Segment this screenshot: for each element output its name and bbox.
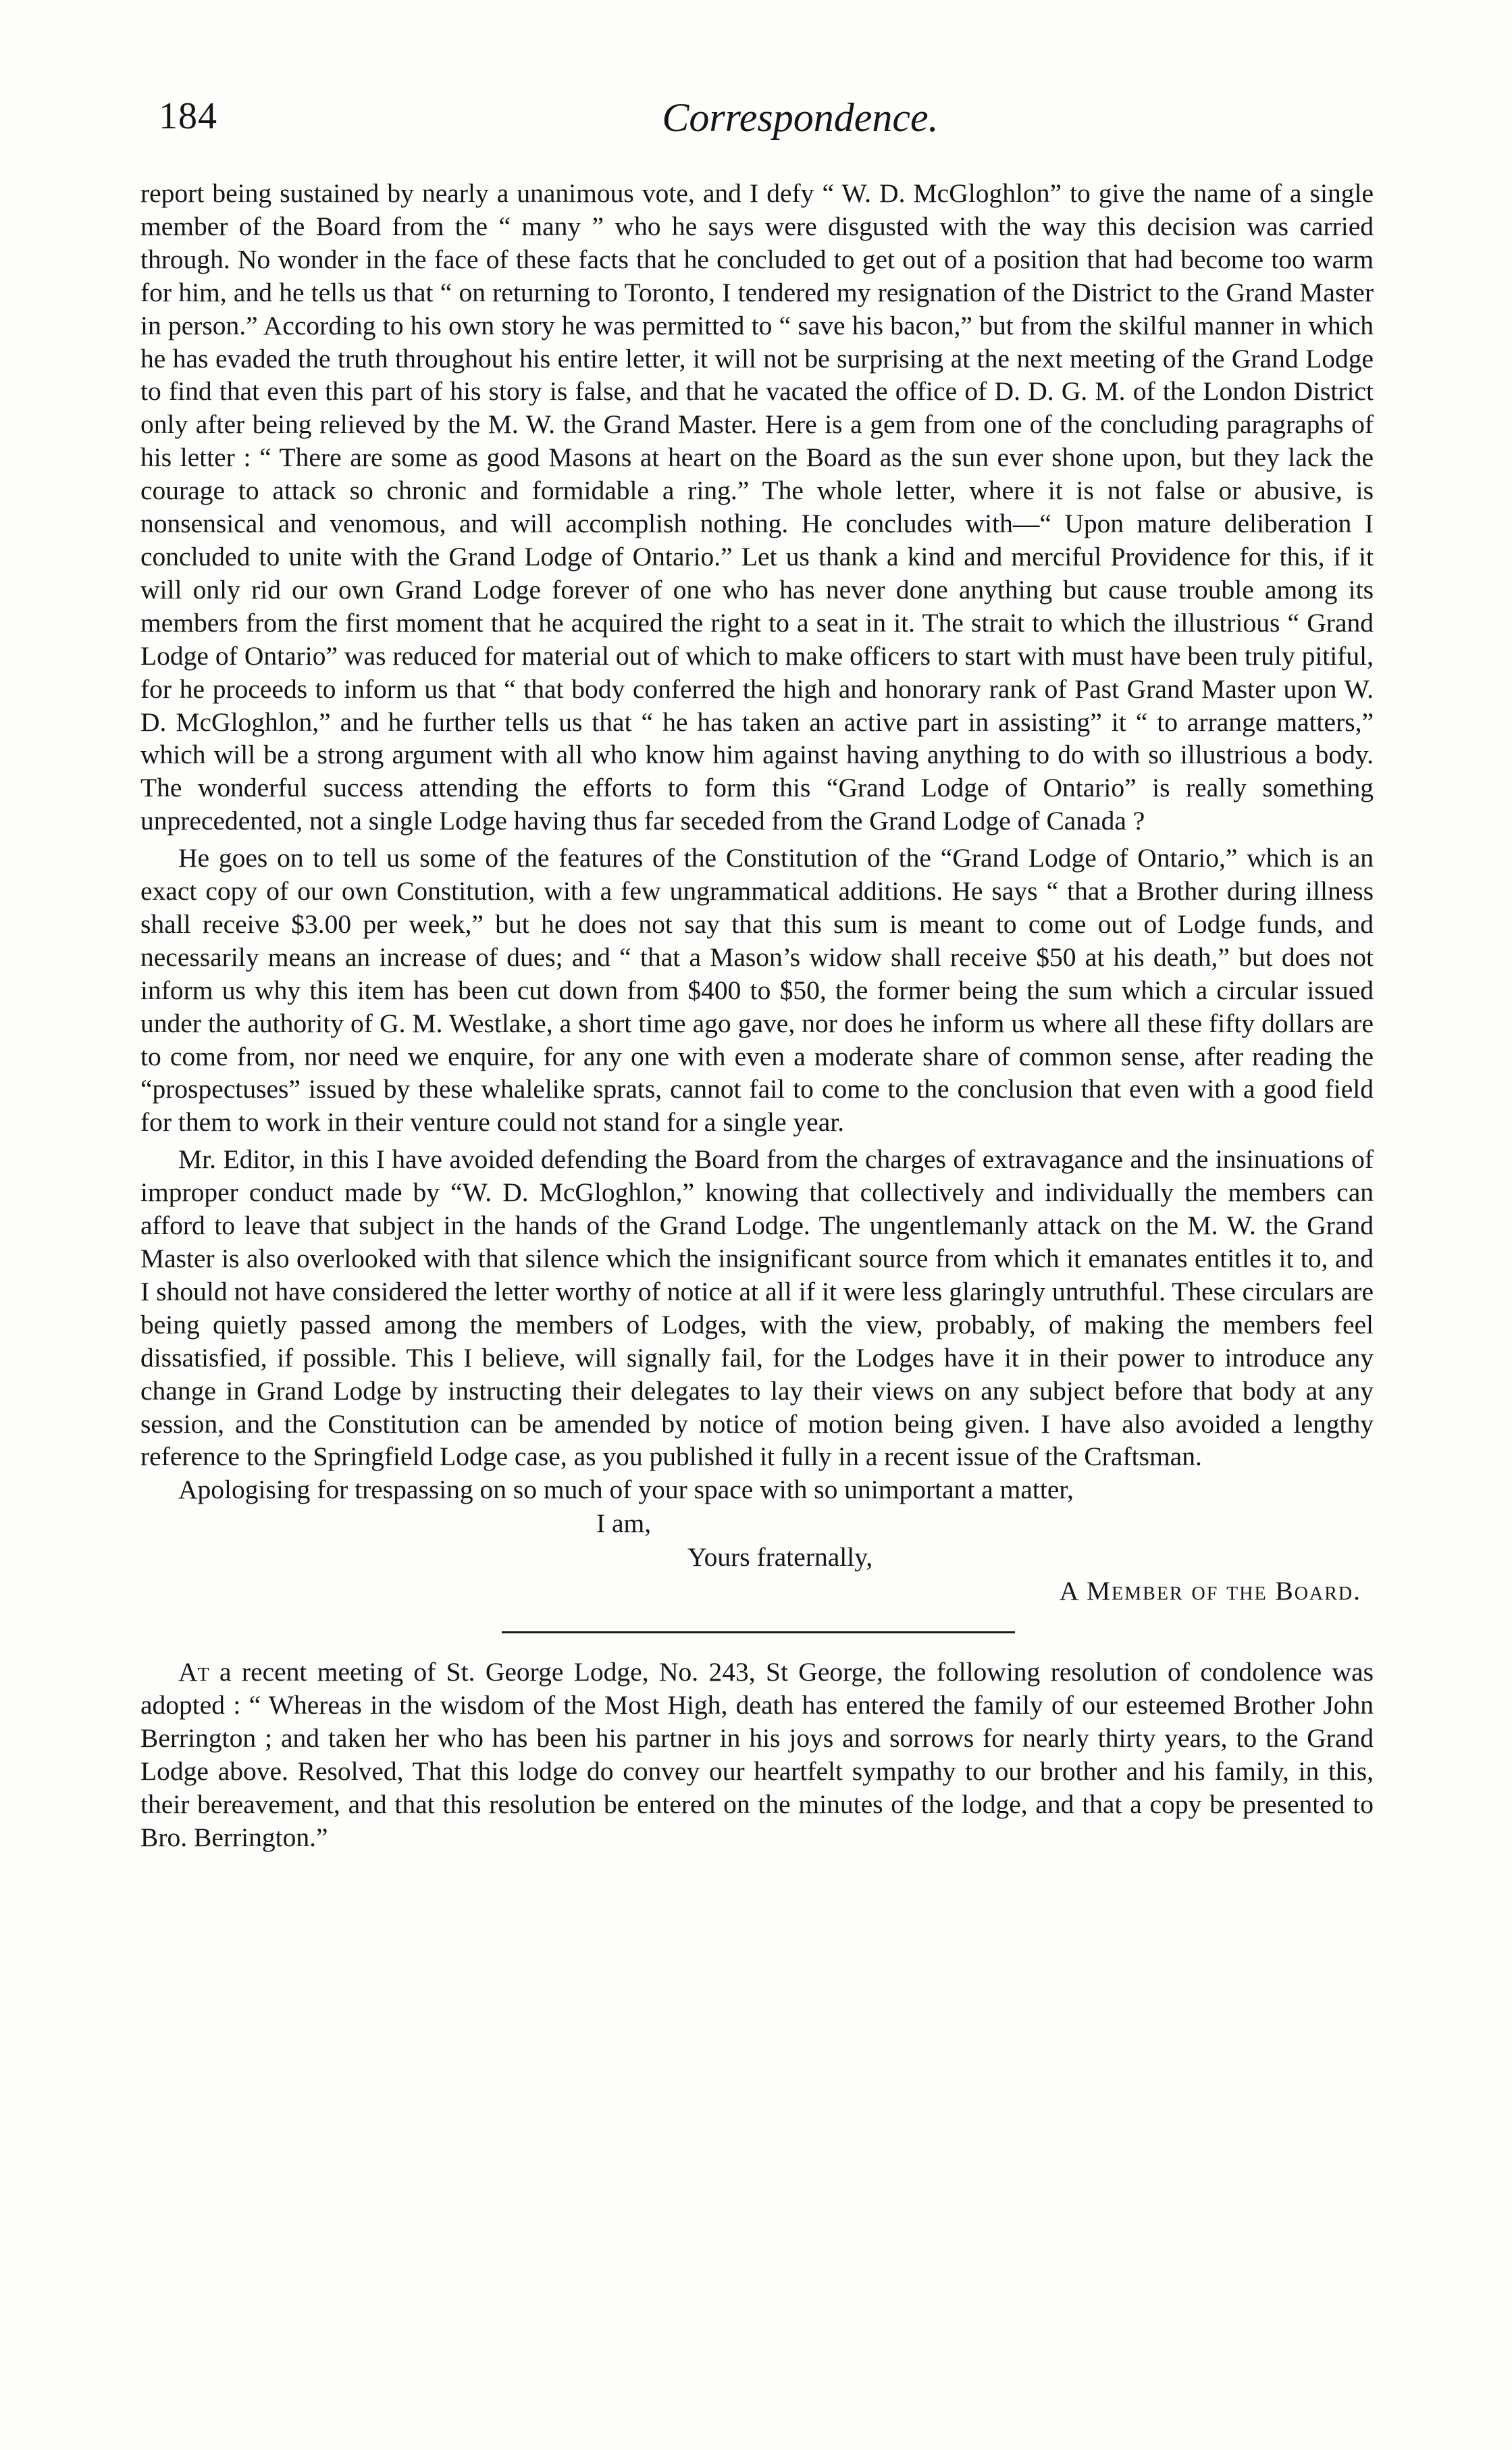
page-number: 184 [159,95,217,137]
section-title: Correspondence. [662,95,939,140]
closing-signature: A Member of the Board. [1059,1576,1361,1606]
closing-apology: Apologising for trespassing on so much of your space with so unimportant a matter, [178,1475,1074,1505]
letter-closing [140,1473,1374,1608]
letter-paragraph-2: He goes on to tell us some of the features of the Constitution of the “Grand Lodge of Ontario,” which is an exact copy of our own Constitution, with a few ungrammatical additions. He says “ that a Brother during illness shall receive $3.00 per week,” but he does not say that this sum is meant to come out of Lodge funds, and necessarily means an increase of dues; and “ that a Mason’s widow shall receive $50 at his death,” but does not inform us why this item has been cut down from $400 to $50, the former being the sum which a circular issued under the authority of G. M. Westlake, a short time ago gave, nor does he inform us where all these fifty dollars are to come from, nor need we enquire, for any one with even a moderate share of common sense, after reading the “prospectuses” issued by these whalelike sprats, cannot fail to come to the conclusion that even with a good field for them to work in their venture could not stand for a single year. [140,843,1374,1138]
closing-yours-fraternally: Yours fraternally, [687,1542,873,1573]
running-head [159,95,1354,149]
separator [140,1608,1374,1656]
letter-paragraph-3: Mr. Editor, in this I have avoided defending the Board from the charges of extravagance and the insinuations of improper conduct made by “W. D. McGloghlon,” knowing that collectively and individually the members can afford to leave that subject in the hands of the Grand Lodge. The ungentlemanly attack on the M. W. the Grand Master is also overlooked with that silence which the insignificant source from which it emanates entitles it to, and I should not have considered the letter worthy of notice at all if it were less glaringly untruthful. These circulars are being quietly passed among the members of Lodges, with the view, probably, of making the members feel dissatisfied, if possible. This I believe, will signally fail, for the Lodges have it in their power to introduce any change in Grand Lodge by instructing their delegates to lay their views on any subject before that body at any session, and the Constitution can be amended by notice of motion being given. I have also avoided a lengthy reference to the Springfield Lodge case, as you published it fully in a recent issue of the Craftsman. [140,1144,1374,1472]
lodge-note-paragraph [140,1656,1374,1854]
letter-body [140,177,1374,1854]
separator-rule [502,1631,1015,1633]
lodge-note-text: a recent meeting of St. George Lodge, No. 243, St George, the following resolution of condolence was adopted : “ Whereas in the wisdom of the Most High, death has entered the family of our esteemed Brother John Berrington ; and taken her who has been his partner in his joys and sorrows for nearly thirty years, to the Grand Lodge above. Resolved, That this lodge do convey our heartfelt sympathy to our brother and his family, in this, their bereavement, and that this resolution be entered on the minutes of the lodge, and that a copy be presented to Bro. Berrington.” [140,1657,1374,1852]
lodge-note-lead: At [178,1657,209,1687]
closing-i-am: I am, [596,1508,652,1539]
letter-paragraph-1: report being sustained by nearly a unanimous vote, and I defy “ W. D. McGloghlon” to give the name of a single member of the Board from the “ many ” who he says were disgusted with the way this decision was carried through. No wonder in the face of these facts that he concluded to get out of a position that had become too warm for him, and he tells us that “ on returning to Toronto, I tendered my resignation of the District to the Grand Master in person.” According to his own story he was permitted to “ save his bacon,” but from the skilful manner in which he has evaded the truth throughout his entire letter, it will not be surprising at the next meeting of the Grand Lodge to find that even this part of his story is false, and that he vacated the office of D. D. G. M. of the London District only after being relieved by the M. W. the Grand Master. Here is a gem from one of the concluding paragraphs of his letter : “ There are some as good Masons at heart on the Board as the sun ever shone upon, but they lack the courage to attack so chronic and formidable a ring.” The whole letter, where it is not false or abusive, is nonsensical and venomous, and will accomplish nothing. He concludes with—“ Upon mature deliberation I concluded to unite with the Grand Lodge of Ontario.” Let us thank a kind and merciful Providence for this, if it will only rid our own Grand Lodge forever of one who has never done anything but cause trouble among its members from the first moment that he acquired the right to a seat in it. The strait to which the illustrious “ Grand Lodge of Ontario” was reduced for material out of which to make officers to start with must have been truly pitiful, for he proceeds to inform us that “ that body conferred the high and honorary rank of Past Grand Master upon W. D. McGloghlon,” and he further tells us that “ he has taken an active part in assisting” it “ to arrange matters,” which will be a strong argument with all who know him against having anything to do with so illustrious a body. The wonderful success attending the efforts to form this “Grand Lodge of Ontario” is really something unprecedented, not a single Lodge having thus far seceded from the Grand Lodge of Canada ? [140,178,1374,836]
